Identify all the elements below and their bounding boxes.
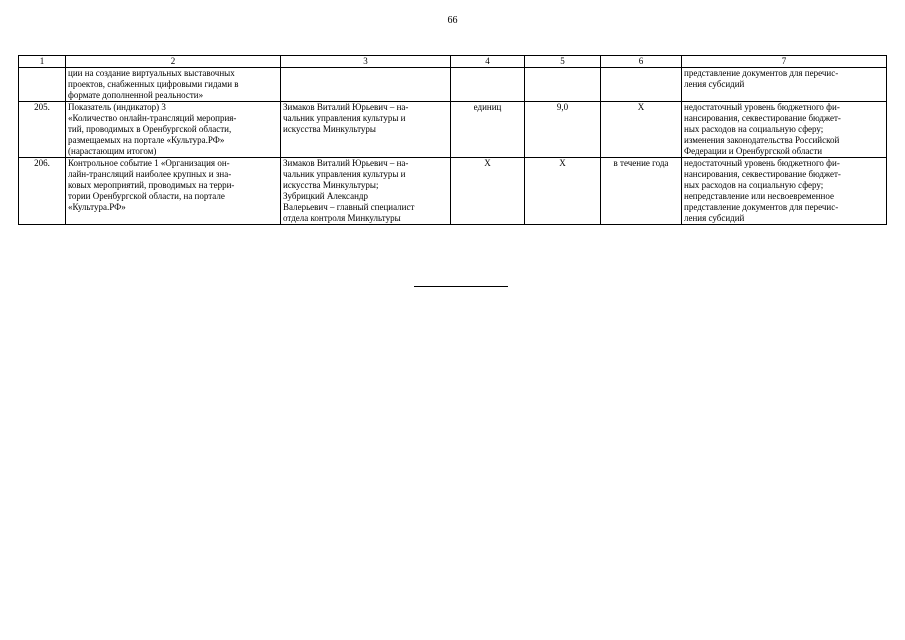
- row-number: 206.: [19, 158, 66, 225]
- measure-name-cell: [66, 102, 281, 158]
- text-line: недостаточный уровень бюджетного фи-: [684, 102, 840, 112]
- text-line: представление документов для перечис-: [684, 68, 839, 78]
- responsible-cell: [281, 102, 451, 158]
- table-row: [19, 102, 887, 158]
- text-line: ных расходов на социальную сферу;: [684, 124, 824, 134]
- header-row: [19, 56, 887, 68]
- text-line: размещаемых на портале «Культура.РФ»: [68, 135, 225, 145]
- deadline-cell: в течение года: [601, 158, 682, 225]
- text-line: лайн-трансляций наиболее крупных и зна-: [68, 169, 232, 179]
- table-row: [19, 68, 887, 102]
- unit-cell: Х: [451, 158, 525, 225]
- risks-cell: [682, 158, 887, 225]
- program-table: [18, 55, 887, 225]
- text-line: тий, проводимых в Оренбургской области,: [68, 124, 232, 134]
- text-line: ковых мероприятий, проводимых на терри-: [68, 180, 235, 190]
- text-line: нансирования, секвестирование бюджет-: [684, 169, 841, 179]
- text-line: ления субсидий: [684, 79, 745, 89]
- text-line: чальник управления культуры и: [283, 169, 406, 179]
- page-number: 66: [447, 15, 458, 26]
- text-line: «Культура.РФ»: [68, 202, 126, 212]
- text-line: искусства Минкультуры: [283, 124, 376, 134]
- text-line: чальник управления культуры и: [283, 113, 406, 123]
- text-line: Зимаков Виталий Юрьевич – на-: [283, 102, 409, 112]
- header-col-1: 1: [19, 56, 66, 68]
- text-line: ных расходов на социальную сферу;: [684, 180, 824, 190]
- text-line: непредставление или несвоевременное: [684, 191, 834, 201]
- row-number: [19, 68, 66, 102]
- value-cell: Х: [525, 158, 601, 225]
- text-line: изменения законодательства Российской: [684, 135, 840, 145]
- responsible-cell: [281, 158, 451, 225]
- header-col-3: 3: [281, 56, 451, 68]
- text-line: недостаточный уровень бюджетного фи-: [684, 158, 840, 168]
- text-line: Валерьевич – главный специалист: [283, 202, 415, 212]
- deadline-cell: Х: [601, 102, 682, 158]
- text-line: (нарастающим итогом): [68, 146, 157, 156]
- header-col-2: 2: [66, 56, 281, 68]
- measure-name-cell: [66, 68, 281, 102]
- text-line: представление документов для перечис-: [684, 202, 839, 212]
- text-line: Показатель (индикатор) 3: [68, 102, 166, 112]
- risks-cell: [682, 102, 887, 158]
- text-line: Контрольное событие 1 «Организация он-: [68, 158, 230, 168]
- header-col-4: 4: [451, 56, 525, 68]
- header-col-6: 6: [601, 56, 682, 68]
- unit-cell: единиц: [451, 102, 525, 158]
- unit-cell: [451, 68, 525, 102]
- text-line: формате дополненной реальности»: [68, 90, 204, 100]
- risks-cell: [682, 68, 887, 102]
- text-line: искусства Минкультуры;: [283, 180, 379, 190]
- end-rule: [414, 286, 508, 287]
- value-cell: 9,0: [525, 102, 601, 158]
- text-line: ции на создание виртуальных выставочных: [68, 68, 235, 78]
- text-line: нансирования, секвестирование бюджет-: [684, 113, 841, 123]
- header-col-7: 7: [682, 56, 887, 68]
- text-line: Зимаков Виталий Юрьевич – на-: [283, 158, 409, 168]
- text-line: проектов, снабженных цифровыми гидами в: [68, 79, 239, 89]
- text-line: Зубрицкий Александр: [283, 191, 368, 201]
- text-line: отдела контроля Минкультуры: [283, 213, 401, 223]
- measure-name-cell: [66, 158, 281, 225]
- text-line: тории Оренбургской области, на портале: [68, 191, 225, 201]
- row-number: 205.: [19, 102, 66, 158]
- table-row: [19, 158, 887, 225]
- value-cell: [525, 68, 601, 102]
- text-line: «Количество онлайн-трансляций мероприя-: [68, 113, 237, 123]
- header-col-5: 5: [525, 56, 601, 68]
- deadline-cell: [601, 68, 682, 102]
- responsible-cell: [281, 68, 451, 102]
- text-line: Федерации и Оренбургской области: [684, 146, 823, 156]
- text-line: ления субсидий: [684, 213, 745, 223]
